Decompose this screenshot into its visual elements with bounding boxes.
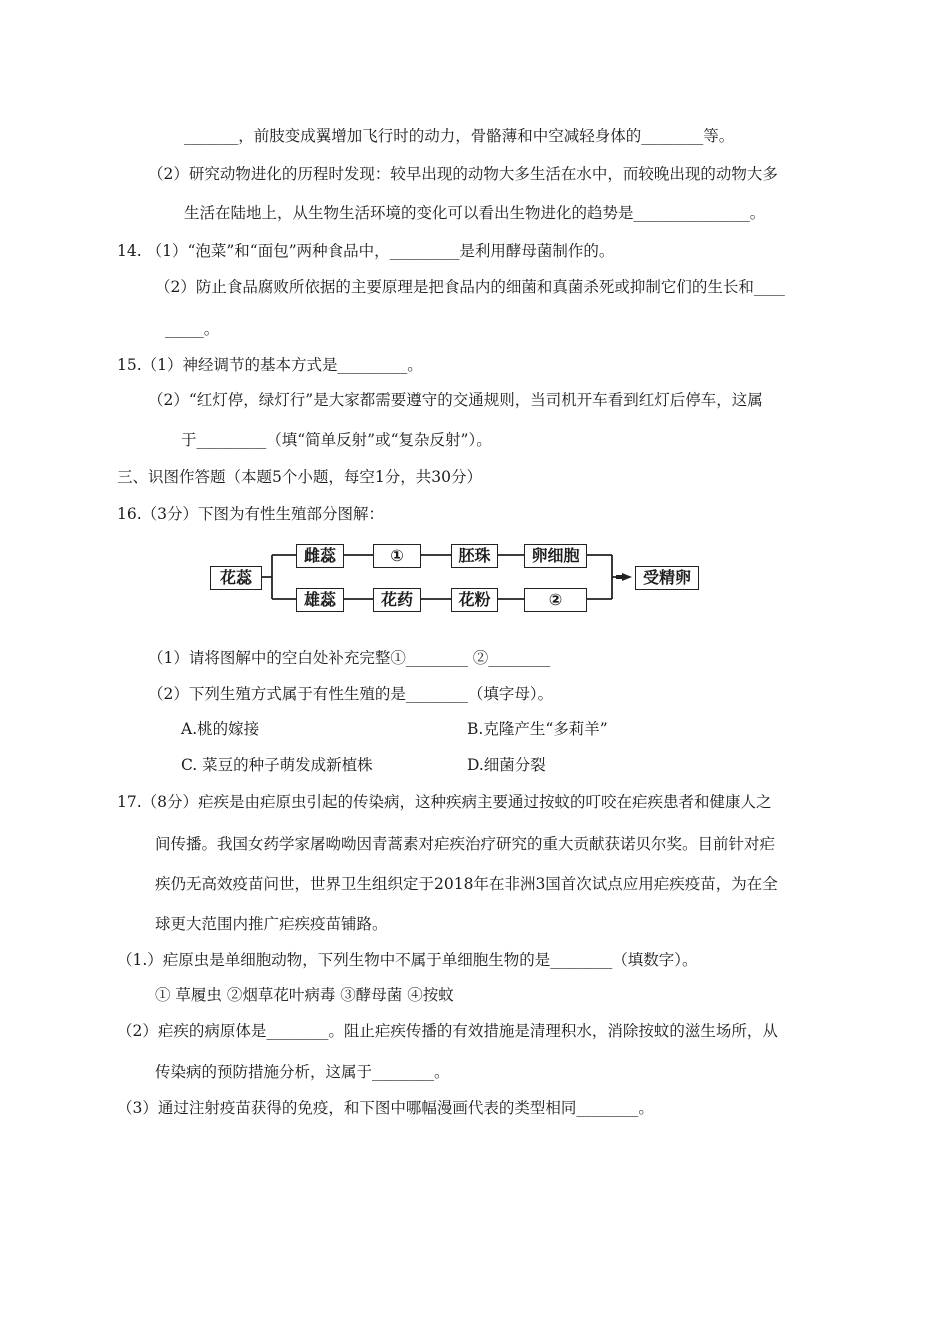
arrow-head-icon xyxy=(622,573,632,581)
text-line: 传染病的预防措施分析，这属于________。 xyxy=(155,1063,450,1081)
text-line: （2）“红灯停，绿灯行”是大家都需要遵守的交通规则，当司机开车看到红灯后停车，这属 xyxy=(148,391,763,409)
text-line: （3）通过注射疫苗获得的免疫，和下图中哪幅漫画代表的类型相同________。 xyxy=(117,1099,654,1117)
box-pollen: 花粉 xyxy=(451,588,498,612)
box-zygote: 受精卵 xyxy=(635,566,699,590)
question-17-line: 17.（8分）疟疾是由疟原虫引起的传染病，这种疾病主要通过按蚊的叮咬在疟疾患者和健康人之 xyxy=(117,793,772,811)
option-c: C. 菜豆的种子萌发成新植株 xyxy=(181,756,373,774)
box-egg: 卵细胞 xyxy=(524,544,587,568)
text-line: 疾仍无高效疫苗问世，世界卫生组织定于2018年在非洲3国首次试点应用疟疾疫苗，为在全 xyxy=(155,875,778,893)
box-pistil: 雌蕊 xyxy=(296,544,344,568)
box-stamen: 雄蕊 xyxy=(296,588,344,612)
option-a: A.桃的嫁接 xyxy=(181,720,260,738)
text-line: （2）疟疾的病原体是________。阻止疟疾传播的有效措施是清理积水，消除按蚊的滋生场所，从 xyxy=(117,1022,778,1040)
box-flower: 花蕊 xyxy=(210,566,262,590)
text-line: 球更大范围内推广疟疾疫苗铺路。 xyxy=(155,915,388,933)
text-line: （1）请将图解中的空白处补充完整①________ ②________ xyxy=(148,649,551,667)
question-14-line: 14. （1）“泡菜”和“面包”两种食品中，_________是利用酵母菌制作的。 xyxy=(117,242,615,260)
text-line: （2）研究动物进化的历程时发现：较早出现的动物大多生活在水中，而较晚出现的动物大多 xyxy=(148,165,778,183)
box-blank-1: ① xyxy=(373,544,421,568)
option-b: B.克隆产生“多莉羊” xyxy=(467,720,608,738)
question-16-line: 16.（3分）下图为有性生殖部分图解： xyxy=(117,505,385,523)
box-ovule: 胚珠 xyxy=(451,544,498,568)
text-line: （2）防止食品腐败所依据的主要原理是把食品内的细菌和真菌杀死或抑制它们的生长和____ xyxy=(155,278,785,296)
box-anther: 花药 xyxy=(373,588,421,612)
text-line: 生活在陆地上，从生物生活环境的变化可以看出生物进化的趋势是_______________。 xyxy=(184,204,766,222)
text-line: 间传播。我国女药学家屠呦呦因青蒿素对疟疾治疗研究的重大贡献获诺贝尔奖。目前针对疟 xyxy=(155,835,776,853)
text-line: _____。 xyxy=(165,320,220,338)
box-blank-2: ② xyxy=(524,588,587,612)
question-15-line: 15.（1）神经调节的基本方式是_________。 xyxy=(117,356,423,374)
sexual-reproduction-diagram xyxy=(210,538,710,618)
text-line: 于_________（填“简单反射”或“复杂反射”）。 xyxy=(181,431,492,449)
text-line: （1.）疟原虫是单细胞动物，下列生物中不属于单细胞生物的是________（填数字）。 xyxy=(117,951,698,969)
text-line: _______，前肢变成翼增加飞行时的动力，骨骼薄和中空减轻身体的________等。 xyxy=(184,127,735,145)
options-line: ① 草履虫 ②烟草花叶病毒 ③酵母菌 ④按蚊 xyxy=(155,986,454,1004)
section-heading: 三、识图作答题（本题5个小题，每空1分，共30分） xyxy=(117,468,482,486)
text-line: （2）下列生殖方式属于有性生殖的是________（填字母）。 xyxy=(148,685,554,703)
option-d: D.细菌分裂 xyxy=(467,756,546,774)
